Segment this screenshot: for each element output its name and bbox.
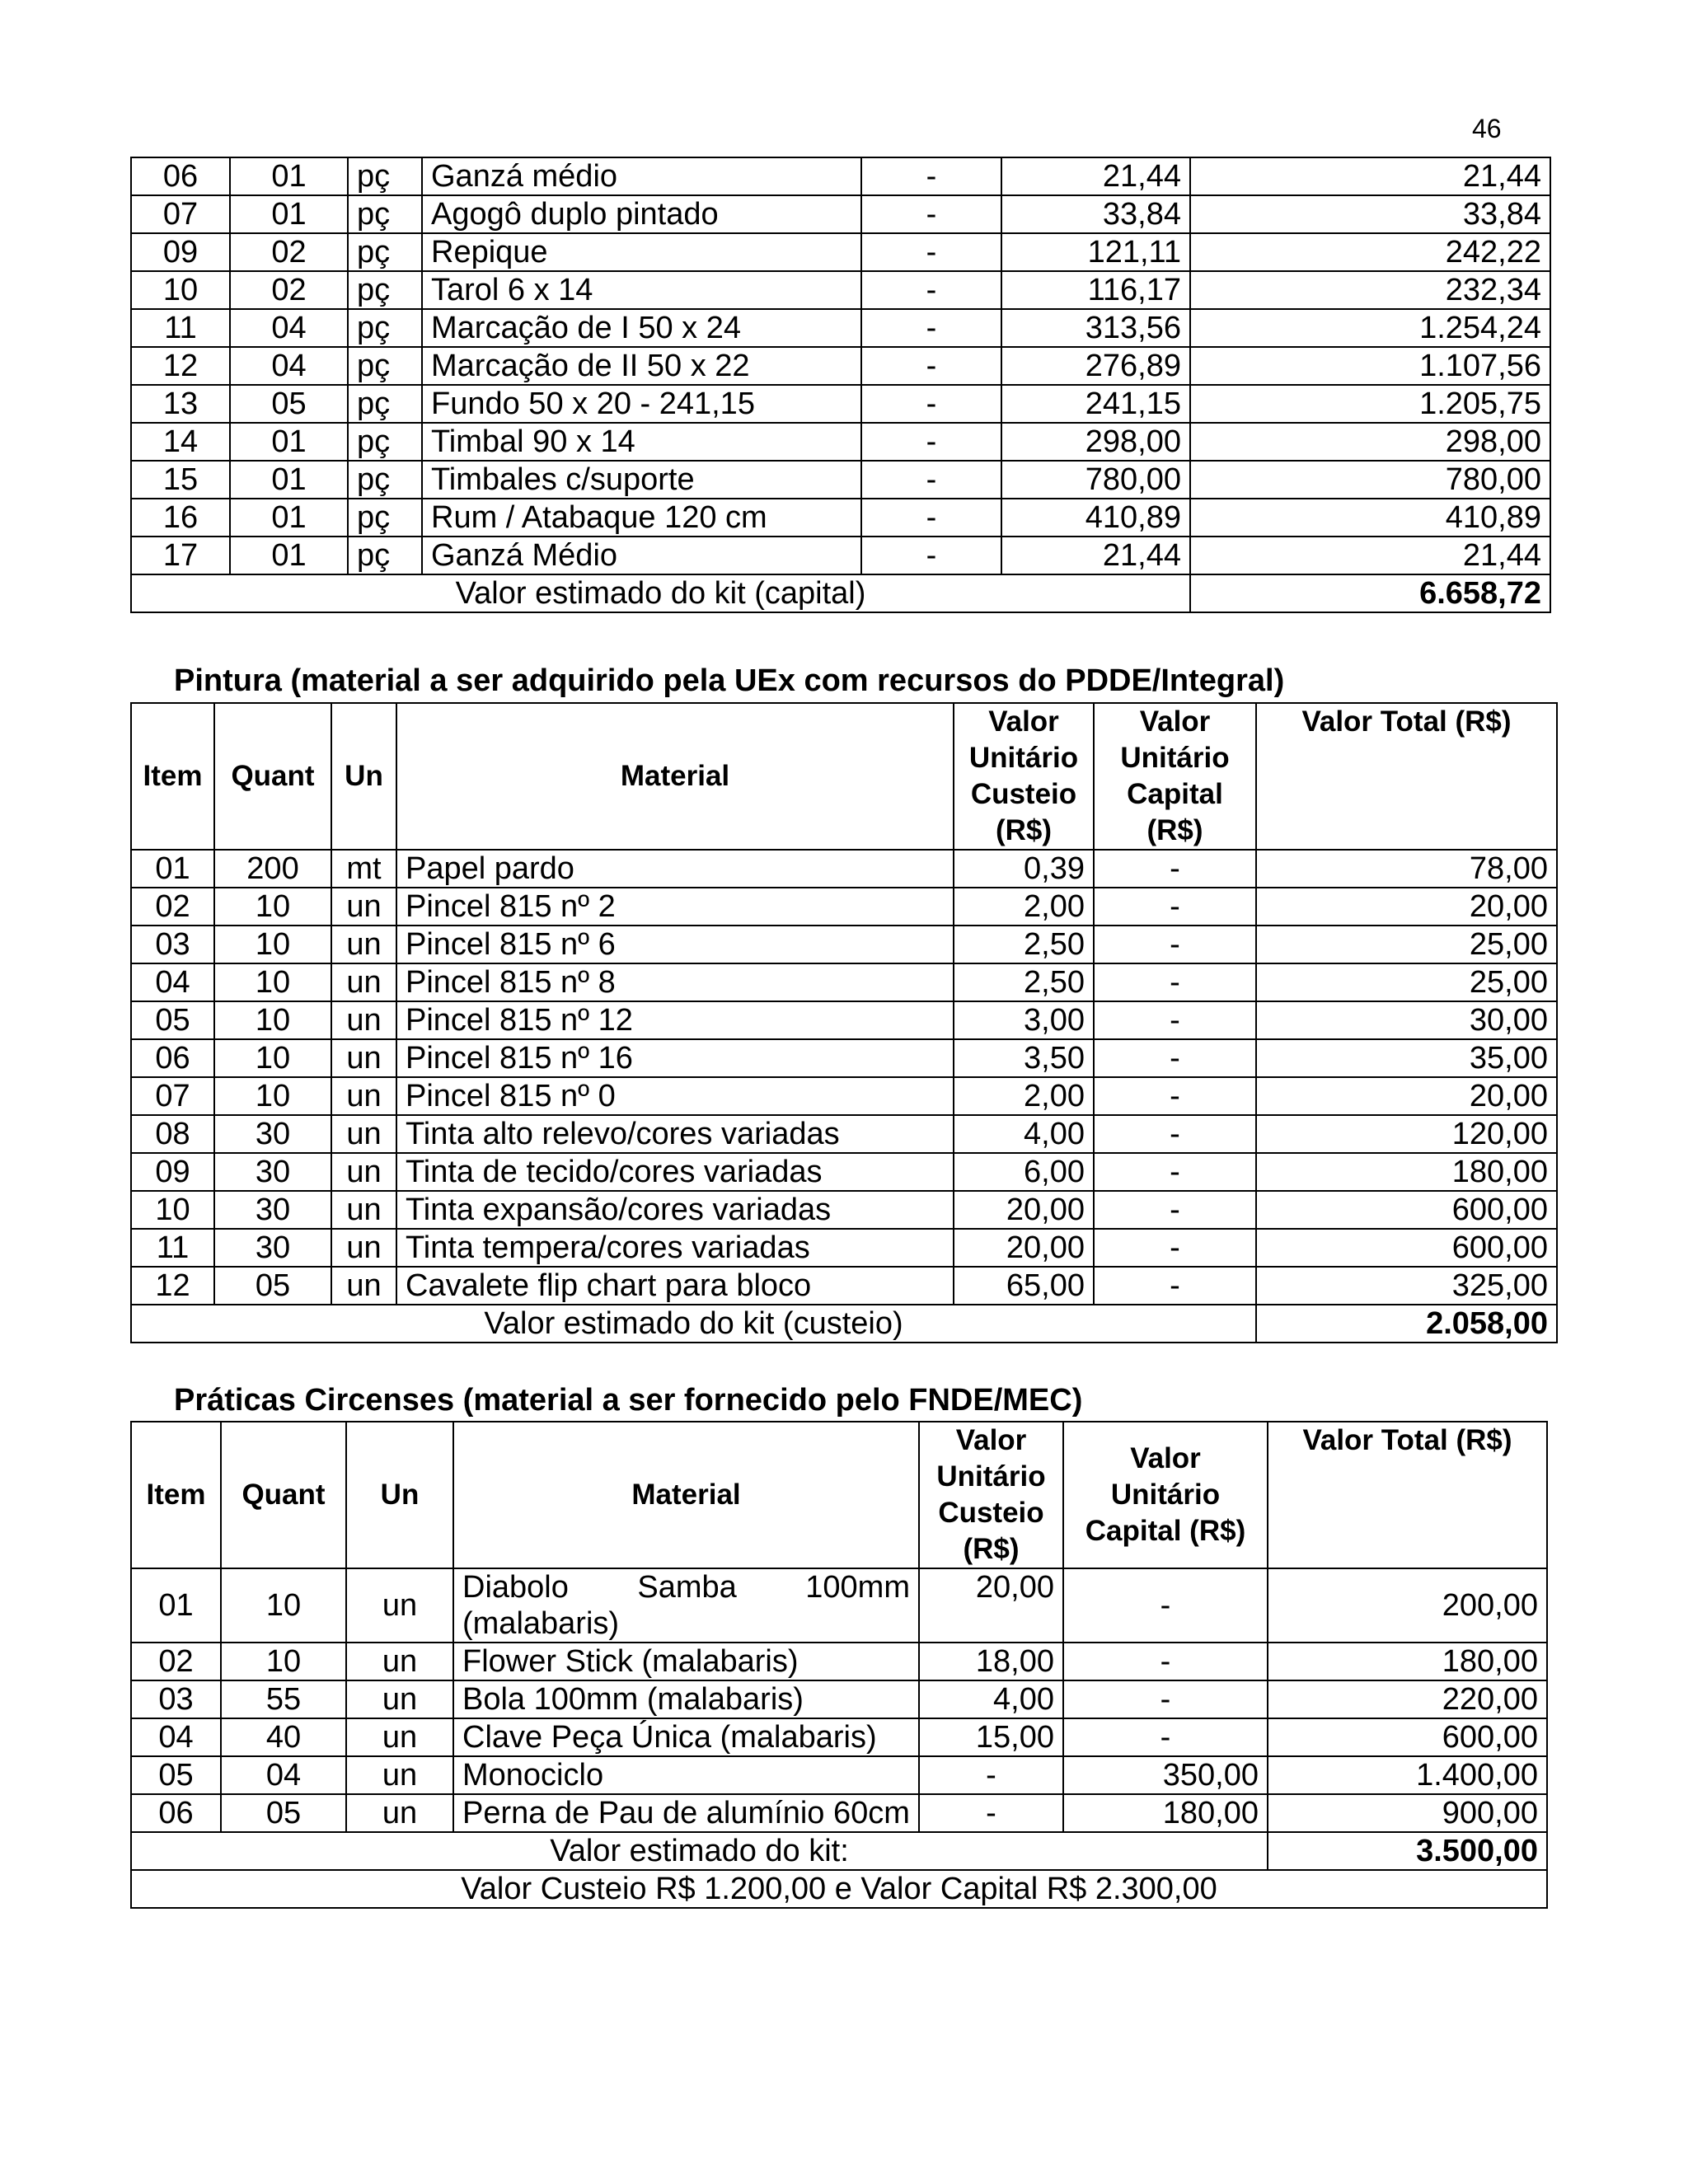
cell-quant: 01	[230, 499, 348, 537]
cell-custeio: -	[861, 233, 1001, 271]
cell-quant: 10	[214, 1077, 331, 1115]
cell-item: 06	[131, 1794, 221, 1832]
cell-capital: -	[1094, 850, 1256, 888]
cell-quant: 04	[230, 347, 348, 385]
cell-quant: 30	[214, 1153, 331, 1191]
cell-custeio: 20,00	[954, 1191, 1094, 1229]
header-quant: Quant	[221, 1422, 346, 1568]
cell-capital: -	[1094, 1001, 1256, 1039]
table-row	[131, 963, 1557, 1001]
cell-material: Fundo 50 x 20 - 241,15	[422, 385, 861, 423]
cell-item: 09	[131, 1153, 214, 1191]
pintura-total-value: 2.058,00	[1256, 1305, 1557, 1343]
cell-total: 78,00	[1256, 850, 1557, 888]
cell-item: 01	[131, 850, 214, 888]
cell-item: 07	[131, 195, 230, 233]
cell-item: 10	[131, 1191, 214, 1229]
cell-capital: -	[1063, 1643, 1268, 1680]
table-row	[131, 1229, 1557, 1267]
cell-material: Pincel 815 nº 2	[396, 888, 954, 926]
cell-material: Tinta tempera/cores variadas	[396, 1229, 954, 1267]
cell-capital: 780,00	[1001, 461, 1190, 499]
cell-item: 03	[131, 926, 214, 963]
circenses-total-value: 3.500,00	[1268, 1832, 1547, 1870]
header-total: Valor Total (R$)	[1256, 703, 1557, 850]
cell-capital: -	[1063, 1680, 1268, 1718]
cell-total: 33,84	[1190, 195, 1550, 233]
circenses-total-row	[131, 1832, 1547, 1870]
cell-custeio: 2,00	[954, 1077, 1094, 1115]
table-row	[131, 271, 1550, 309]
cell-custeio: -	[919, 1756, 1063, 1794]
cell-custeio: -	[861, 347, 1001, 385]
cell-un: pç	[348, 233, 422, 271]
pintura-header-row	[131, 703, 1557, 850]
cell-un: un	[331, 888, 396, 926]
cell-item: 04	[131, 963, 214, 1001]
header-material: Material	[453, 1422, 919, 1568]
cell-un: un	[331, 1039, 396, 1077]
cell-total: 21,44	[1190, 157, 1550, 195]
table-row	[131, 537, 1550, 574]
cell-material: Tinta alto relevo/cores variadas	[396, 1115, 954, 1153]
cell-item: 15	[131, 461, 230, 499]
pintura-table	[130, 702, 1558, 1343]
cell-capital: 180,00	[1063, 1794, 1268, 1832]
cell-total: 120,00	[1256, 1115, 1557, 1153]
cell-quant: 01	[230, 157, 348, 195]
cell-material: Repique	[422, 233, 861, 271]
cell-item: 04	[131, 1718, 221, 1756]
cell-total: 1.205,75	[1190, 385, 1550, 423]
cell-material: Agogô duplo pintado	[422, 195, 861, 233]
cell-total: 600,00	[1268, 1718, 1547, 1756]
cell-custeio: 0,39	[954, 850, 1094, 888]
cell-un: pç	[348, 537, 422, 574]
cell-un: pç	[348, 309, 422, 347]
cell-material: Pincel 815 nº 8	[396, 963, 954, 1001]
cell-custeio: 3,00	[954, 1001, 1094, 1039]
cell-custeio: -	[861, 271, 1001, 309]
cell-un: pç	[348, 423, 422, 461]
header-total: Valor Total (R$)	[1268, 1422, 1547, 1568]
instruments-total-value: 6.658,72	[1190, 574, 1550, 612]
cell-material: Pincel 815 nº 12	[396, 1001, 954, 1039]
cell-item: 05	[131, 1756, 221, 1794]
cell-un: un	[331, 1267, 396, 1305]
cell-total: 180,00	[1268, 1643, 1547, 1680]
cell-capital: 21,44	[1001, 537, 1190, 574]
cell-material: Bola 100mm (malabaris)	[453, 1680, 919, 1718]
pintura-total-label: Valor estimado do kit (custeio)	[131, 1305, 1256, 1343]
table-row	[131, 1756, 1547, 1794]
cell-total: 298,00	[1190, 423, 1550, 461]
header-custeio: Valor Unitário Custeio (R$)	[954, 703, 1094, 850]
table-row	[131, 1077, 1557, 1115]
cell-un: un	[331, 926, 396, 963]
cell-material: Tarol 6 x 14	[422, 271, 861, 309]
cell-custeio: -	[861, 461, 1001, 499]
cell-capital: 121,11	[1001, 233, 1190, 271]
cell-quant: 10	[221, 1568, 346, 1643]
cell-un: pç	[348, 157, 422, 195]
table-row	[131, 1191, 1557, 1229]
table-row	[131, 1794, 1547, 1832]
cell-quant: 01	[230, 195, 348, 233]
cell-material: Clave Peça Única (malabaris)	[453, 1718, 919, 1756]
cell-quant: 01	[230, 423, 348, 461]
pintura-title: Pintura (material a ser adquirido pela UEx com recursos do PDDE/Integral)	[174, 663, 1285, 698]
cell-total: 1.400,00	[1268, 1756, 1547, 1794]
cell-capital: 276,89	[1001, 347, 1190, 385]
circenses-header-row	[131, 1422, 1547, 1568]
cell-custeio: 3,50	[954, 1039, 1094, 1077]
cell-total: 1.107,56	[1190, 347, 1550, 385]
cell-total: 180,00	[1256, 1153, 1557, 1191]
cell-quant: 30	[214, 1229, 331, 1267]
cell-capital: 350,00	[1063, 1756, 1268, 1794]
cell-item: 01	[131, 1568, 221, 1643]
cell-item: 14	[131, 423, 230, 461]
cell-total: 900,00	[1268, 1794, 1547, 1832]
table-row	[131, 499, 1550, 537]
cell-capital: -	[1094, 1077, 1256, 1115]
cell-custeio: 4,00	[954, 1115, 1094, 1153]
cell-item: 02	[131, 888, 214, 926]
table-row	[131, 309, 1550, 347]
cell-quant: 01	[230, 537, 348, 574]
cell-capital: 21,44	[1001, 157, 1190, 195]
cell-total: 21,44	[1190, 537, 1550, 574]
instruments-total-label: Valor estimado do kit (capital)	[131, 574, 1190, 612]
cell-material: Monociclo	[453, 1756, 919, 1794]
cell-total: 20,00	[1256, 888, 1557, 926]
cell-custeio: 15,00	[919, 1718, 1063, 1756]
cell-un: pç	[348, 461, 422, 499]
cell-item: 11	[131, 1229, 214, 1267]
table-row	[131, 385, 1550, 423]
header-item: Item	[131, 1422, 221, 1568]
table-row	[131, 233, 1550, 271]
cell-quant: 02	[230, 233, 348, 271]
table-row	[131, 423, 1550, 461]
cell-capital: 241,15	[1001, 385, 1190, 423]
cell-capital: 116,17	[1001, 271, 1190, 309]
table-row	[131, 1001, 1557, 1039]
cell-un: un	[346, 1680, 453, 1718]
cell-item: 10	[131, 271, 230, 309]
cell-custeio: 2,50	[954, 963, 1094, 1001]
table-row	[131, 1267, 1557, 1305]
cell-custeio: 20,00	[919, 1568, 1063, 1643]
cell-item: 08	[131, 1115, 214, 1153]
cell-item: 12	[131, 1267, 214, 1305]
table-row	[131, 157, 1550, 195]
cell-capital: 33,84	[1001, 195, 1190, 233]
cell-material: Perna de Pau de alumínio 60cm	[453, 1794, 919, 1832]
cell-custeio: -	[861, 423, 1001, 461]
cell-quant: 02	[230, 271, 348, 309]
cell-custeio: -	[861, 309, 1001, 347]
cell-quant: 01	[230, 461, 348, 499]
header-un: Un	[346, 1422, 453, 1568]
cell-quant: 10	[214, 1039, 331, 1077]
cell-item: 02	[131, 1643, 221, 1680]
cell-un: mt	[331, 850, 396, 888]
cell-quant: 30	[214, 1191, 331, 1229]
cell-quant: 10	[214, 888, 331, 926]
table-row	[131, 850, 1557, 888]
header-custeio: Valor Unitário Custeio (R$)	[919, 1422, 1063, 1568]
cell-item: 03	[131, 1680, 221, 1718]
cell-capital: -	[1094, 1229, 1256, 1267]
table-row	[131, 1153, 1557, 1191]
cell-item: 07	[131, 1077, 214, 1115]
cell-capital: -	[1063, 1718, 1268, 1756]
header-capital: Valor Unitário Capital (R$)	[1094, 703, 1256, 850]
cell-material: Ganzá médio	[422, 157, 861, 195]
cell-un: un	[331, 1001, 396, 1039]
pintura-total-row	[131, 1305, 1557, 1343]
cell-item: 06	[131, 157, 230, 195]
cell-material: Flower Stick (malabaris)	[453, 1643, 919, 1680]
cell-custeio: -	[861, 537, 1001, 574]
cell-un: un	[346, 1568, 453, 1643]
cell-material: Diabolo Samba 100mm (malabaris)	[453, 1568, 919, 1643]
cell-item: 13	[131, 385, 230, 423]
cell-quant: 05	[214, 1267, 331, 1305]
cell-capital: -	[1094, 1115, 1256, 1153]
cell-un: un	[331, 1115, 396, 1153]
cell-custeio: 2,50	[954, 926, 1094, 963]
cell-item: 09	[131, 233, 230, 271]
table-row	[131, 1718, 1547, 1756]
instruments-total-row	[131, 574, 1550, 612]
cell-un: un	[331, 1191, 396, 1229]
cell-quant: 10	[214, 926, 331, 963]
cell-total: 25,00	[1256, 926, 1557, 963]
page-number: 46	[1472, 114, 1502, 143]
cell-material: Rum / Atabaque 120 cm	[422, 499, 861, 537]
cell-un: pç	[348, 347, 422, 385]
cell-capital: -	[1094, 1191, 1256, 1229]
cell-material: Timbales c/suporte	[422, 461, 861, 499]
cell-custeio: 65,00	[954, 1267, 1094, 1305]
cell-material: Pincel 815 nº 6	[396, 926, 954, 963]
table-row	[131, 1568, 1547, 1643]
cell-material: Papel pardo	[396, 850, 954, 888]
cell-un: pç	[348, 385, 422, 423]
table-row	[131, 926, 1557, 963]
cell-material: Tinta expansão/cores variadas	[396, 1191, 954, 1229]
cell-un: pç	[348, 195, 422, 233]
header-item: Item	[131, 703, 214, 850]
cell-custeio: 6,00	[954, 1153, 1094, 1191]
cell-un: un	[346, 1643, 453, 1680]
cell-material: Marcação de II 50 x 22	[422, 347, 861, 385]
cell-total: 600,00	[1256, 1229, 1557, 1267]
cell-un: un	[331, 1077, 396, 1115]
circenses-total-label: Valor estimado do kit:	[131, 1832, 1268, 1870]
cell-total: 200,00	[1268, 1568, 1547, 1643]
cell-quant: 05	[221, 1794, 346, 1832]
cell-total: 30,00	[1256, 1001, 1557, 1039]
cell-material: Tinta de tecido/cores variadas	[396, 1153, 954, 1191]
instruments-table	[130, 157, 1551, 613]
cell-item: 11	[131, 309, 230, 347]
cell-capital: 298,00	[1001, 423, 1190, 461]
cell-quant: 10	[214, 963, 331, 1001]
header-material: Material	[396, 703, 954, 850]
cell-capital: -	[1094, 1153, 1256, 1191]
cell-material: Marcação de I 50 x 24	[422, 309, 861, 347]
table-row	[131, 888, 1557, 926]
cell-total: 20,00	[1256, 1077, 1557, 1115]
cell-custeio: -	[861, 499, 1001, 537]
cell-total: 600,00	[1256, 1191, 1557, 1229]
cell-un: un	[331, 963, 396, 1001]
cell-total: 242,22	[1190, 233, 1550, 271]
table-row	[131, 1680, 1547, 1718]
cell-total: 25,00	[1256, 963, 1557, 1001]
cell-material: Pincel 815 nº 16	[396, 1039, 954, 1077]
table-row	[131, 461, 1550, 499]
cell-capital: -	[1094, 963, 1256, 1001]
cell-quant: 04	[230, 309, 348, 347]
cell-custeio: -	[861, 157, 1001, 195]
cell-custeio: -	[861, 195, 1001, 233]
cell-material: Pincel 815 nº 0	[396, 1077, 954, 1115]
cell-quant: 10	[221, 1643, 346, 1680]
cell-total: 220,00	[1268, 1680, 1547, 1718]
cell-un: un	[346, 1718, 453, 1756]
cell-capital: -	[1094, 926, 1256, 963]
cell-custeio: -	[919, 1794, 1063, 1832]
circenses-summary-row	[131, 1870, 1547, 1908]
header-capital: Valor Unitário Capital (R$)	[1063, 1422, 1268, 1568]
cell-capital: 410,89	[1001, 499, 1190, 537]
cell-quant: 200	[214, 850, 331, 888]
cell-quant: 30	[214, 1115, 331, 1153]
cell-capital: -	[1094, 888, 1256, 926]
cell-total: 410,89	[1190, 499, 1550, 537]
cell-custeio: 18,00	[919, 1643, 1063, 1680]
cell-quant: 55	[221, 1680, 346, 1718]
cell-material: Cavalete flip chart para bloco	[396, 1267, 954, 1305]
circenses-title: Práticas Circenses (material a ser fornecido pelo FNDE/MEC)	[174, 1383, 1083, 1418]
table-row	[131, 347, 1550, 385]
table-row	[131, 1039, 1557, 1077]
circenses-table	[130, 1421, 1548, 1909]
table-row	[131, 1115, 1557, 1153]
table-row	[131, 195, 1550, 233]
cell-material: Ganzá Médio	[422, 537, 861, 574]
cell-item: 05	[131, 1001, 214, 1039]
table-row	[131, 1643, 1547, 1680]
cell-custeio: 4,00	[919, 1680, 1063, 1718]
cell-item: 16	[131, 499, 230, 537]
cell-un: pç	[348, 271, 422, 309]
cell-un: un	[346, 1756, 453, 1794]
cell-material: Timbal 90 x 14	[422, 423, 861, 461]
cell-capital: 313,56	[1001, 309, 1190, 347]
cell-item: 17	[131, 537, 230, 574]
cell-custeio: -	[861, 385, 1001, 423]
cell-quant: 40	[221, 1718, 346, 1756]
cell-capital: -	[1094, 1267, 1256, 1305]
cell-quant: 10	[214, 1001, 331, 1039]
cell-un: un	[331, 1153, 396, 1191]
cell-total: 232,34	[1190, 271, 1550, 309]
cell-total: 1.254,24	[1190, 309, 1550, 347]
circenses-summary: Valor Custeio R$ 1.200,00 e Valor Capital R$ 2.300,00	[131, 1870, 1547, 1908]
cell-total: 35,00	[1256, 1039, 1557, 1077]
cell-custeio: 2,00	[954, 888, 1094, 926]
cell-item: 12	[131, 347, 230, 385]
cell-un: un	[346, 1794, 453, 1832]
cell-quant: 04	[221, 1756, 346, 1794]
header-un: Un	[331, 703, 396, 850]
cell-un: un	[331, 1229, 396, 1267]
cell-un: pç	[348, 499, 422, 537]
cell-total: 325,00	[1256, 1267, 1557, 1305]
cell-capital: -	[1063, 1568, 1268, 1643]
cell-quant: 05	[230, 385, 348, 423]
cell-total: 780,00	[1190, 461, 1550, 499]
header-quant: Quant	[214, 703, 331, 850]
cell-capital: -	[1094, 1039, 1256, 1077]
cell-custeio: 20,00	[954, 1229, 1094, 1267]
cell-item: 06	[131, 1039, 214, 1077]
